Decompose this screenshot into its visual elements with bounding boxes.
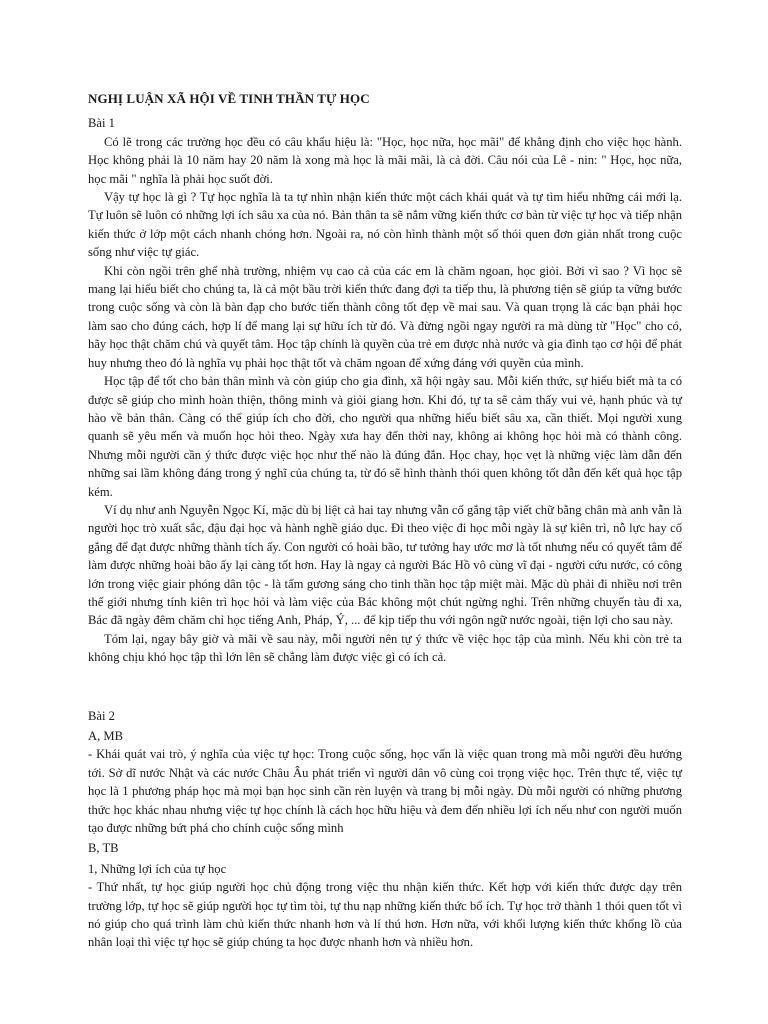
part-b-heading: B, TB bbox=[88, 841, 119, 856]
section-1-paragraph-4: Học tập để tốt cho bản thân mình và còn giúp cho gia đình, xã hội ngày sau. Mỗi kiến thức, sự hiểu biết mà ta có được sẽ giúp cho mình hoàn thiện, thông minh và giỏi giang hơn. Khi đó, tự ta sẽ cảm thấy vui vẻ, hạnh phúc và tự hào về bản thân. Càng có thể giúp ích cho đời, cho người qua những hiểu biết sâu xa, cần thiết. Mọi người xung quanh sẽ yêu mến và muốn học hỏi theo. Ngày xưa hay đến thời nay, không ai không học hỏi mà có thành công. Nhưng mỗi người cần ý thức được việc học như thế nào là đúng đắn. Học chay, học vẹt là những việc làm dẫn đến những sai lầm không đáng trong ý nghĩ của chúng ta, từ đó sẽ hình thành thói quen không tốt dẫn đến kết quả học tập kém. bbox=[88, 374, 682, 499]
section-2-heading: Bài 2 bbox=[88, 708, 115, 723]
section-1-heading: Bài 1 bbox=[88, 116, 115, 131]
section-1-paragraph-5: Ví dụ như anh Nguyễn Ngọc Kí, mặc dù bị liệt cả hai tay nhưng vẫn cố gắng tập viết chữ bằng chân mà anh vẫn là người học trò xuất sắc, đậu đại học và hành nghề giáo dục. Đi theo việc đi học mỗi ngày là sự kiên trì, nỗ lực hay cố gắng để đạt được những thành tích ấy. Con người có hoài bão, tư tưởng hay ước mơ là tốt nhưng nếu có quyết tâm để làm được những hoài bão ấy lại càng tốt hơn. Hay là ngay cả người Bác Hồ vô cùng vĩ đại - người cứu nước, có công lớn trong việc giair phóng dân tộc - là tấm gương sáng cho tinh thần học tập miệt mài. Mặc dù phải đi nhiều nơi trên thế giới nhưng tính kiên trì học hỏi và làm việc của Bác không một chút ngừng nghỉ. Trên những chuyến tàu đi xa, Bác đã ngày đêm chăm chỉ học tiếng Anh, Pháp, Ý, ... để kịp tiếp thu với ngôn ngữ nước ngoài, tiện lợi cho sau này. bbox=[88, 502, 682, 628]
benefits-subheading: 1, Những lợi ích của tự học bbox=[88, 861, 227, 876]
part-a-text: - Khái quát vai trò, ý nghĩa của việc tự học: Trong cuộc sống, học vấn là việc quan trong mà mỗi người đều hướng tới. Sở dĩ nước Nhật và các nước Châu Âu phát triển vì người dân vô cùng coi trọng việc học. Trên thực tế, việc tự học là 1 phương pháp học mà mọi bạn học sinh cần rèn luyện và trang bị mỗi ngày. Dù mỗi người có những phương thức học khác nhau nhưng việc tự học chính là cách học hữu hiệu và đem đến nhiều lợi ích nếu như con người muốn tạo được những bứt phá cho chính cuộc sống mình bbox=[88, 747, 682, 836]
part-a-heading: A, MB bbox=[88, 729, 123, 743]
section-1-paragraph-2: Vậy tự học là gì ? Tự học nghĩa là ta tự nhìn nhận kiến thức một cách khái quát và tự tìm hiểu những cái mới lạ. Tự luôn sẽ luôn có những lợi ích sâu xa của nó. Bản thân ta sẽ nắm vững kiến thức cơ bản từ việc tự học và tiếp nhận kiến thức ở lớp một cách nhanh chóng hơn. Ngoài ra, nó còn hình thành một số thói quen đơn giản nhất trong cuộc sống như việc tự giác. bbox=[88, 190, 682, 260]
document-page bbox=[88, 90, 682, 952]
section-1-paragraph-6: Tóm lại, ngay bây giờ và mãi về sau này, mỗi người nên tự ý thức về việc học tập của mình. Nếu khi còn trẻ ta không chịu khó học tập thì lớn lên sẽ chẳng làm được việc gì có ích cả. bbox=[88, 631, 682, 665]
section-1-paragraph-3: Khi còn ngồi trên ghế nhà trường, nhiệm vụ cao cả của các em là chăm ngoan, học giỏi. Bởi vì sao ? Vì học sẽ mang lại hiểu biết cho chúng ta, là cả một bầu trời kiến thức đang đợi ta tiếp thu, là phương tiện sẽ giúp ta vững bước trong cuộc sống và còn là bàn đạp cho bước tiến thành công tốt đẹp về mai sau. Và quan trọng là các bạn phải học làm sao cho đúng cách, hợp lí để mang lại sự hữu ích từ đó. Và đừng ngồi ngay người ra mà dùng từ "Học" cho có, hãy học thật chăm chú và quyết tâm. Học tập chính là quyền của trẻ em được nhà nước và gia đình tạo cơ hội để phát huy nhưng theo đó là nghĩa vụ phải học thật tốt và chăm ngoan để xứng đáng với quyền của mình. bbox=[88, 263, 682, 370]
part-b-text: - Thứ nhất, tự học giúp người học chủ động trong việc thu nhận kiến thức. Kết hợp với kiến thức được dạy trên trường lớp, tự học sẽ giúp người học tự tìm tòi, tự thu nạp những kiến thức bổ ích. Tự học trở thành 1 thói quen tốt vì nó giúp cho quá trình làm chủ kiến thức nhanh hơn và lí thú hơn. Hơn nữa, với khối lượng kiến thức khổng lồ của nhân loại thì việc tự học sẽ giúp chúng ta học được nhanh hơn và nhiều hơn. bbox=[88, 880, 682, 950]
section-spacer bbox=[88, 667, 682, 707]
document-title: NGHỊ LUẬN XÃ HỘI VỀ TINH THẦN TỰ HỌC bbox=[88, 91, 370, 106]
section-1-paragraph-1: Có lẽ trong các trường học đều có câu khẩu hiệu là: "Học, học nữa, học mãi" để khẳng định cho việc học hành. Học không phải là 10 năm hay 20 năm là xong mà học là mãi mãi, là cả đời. Câu nói của Lê - nin: " Học, học nữa, học mãi " nghĩa là phải học suốt đời. bbox=[88, 134, 682, 186]
